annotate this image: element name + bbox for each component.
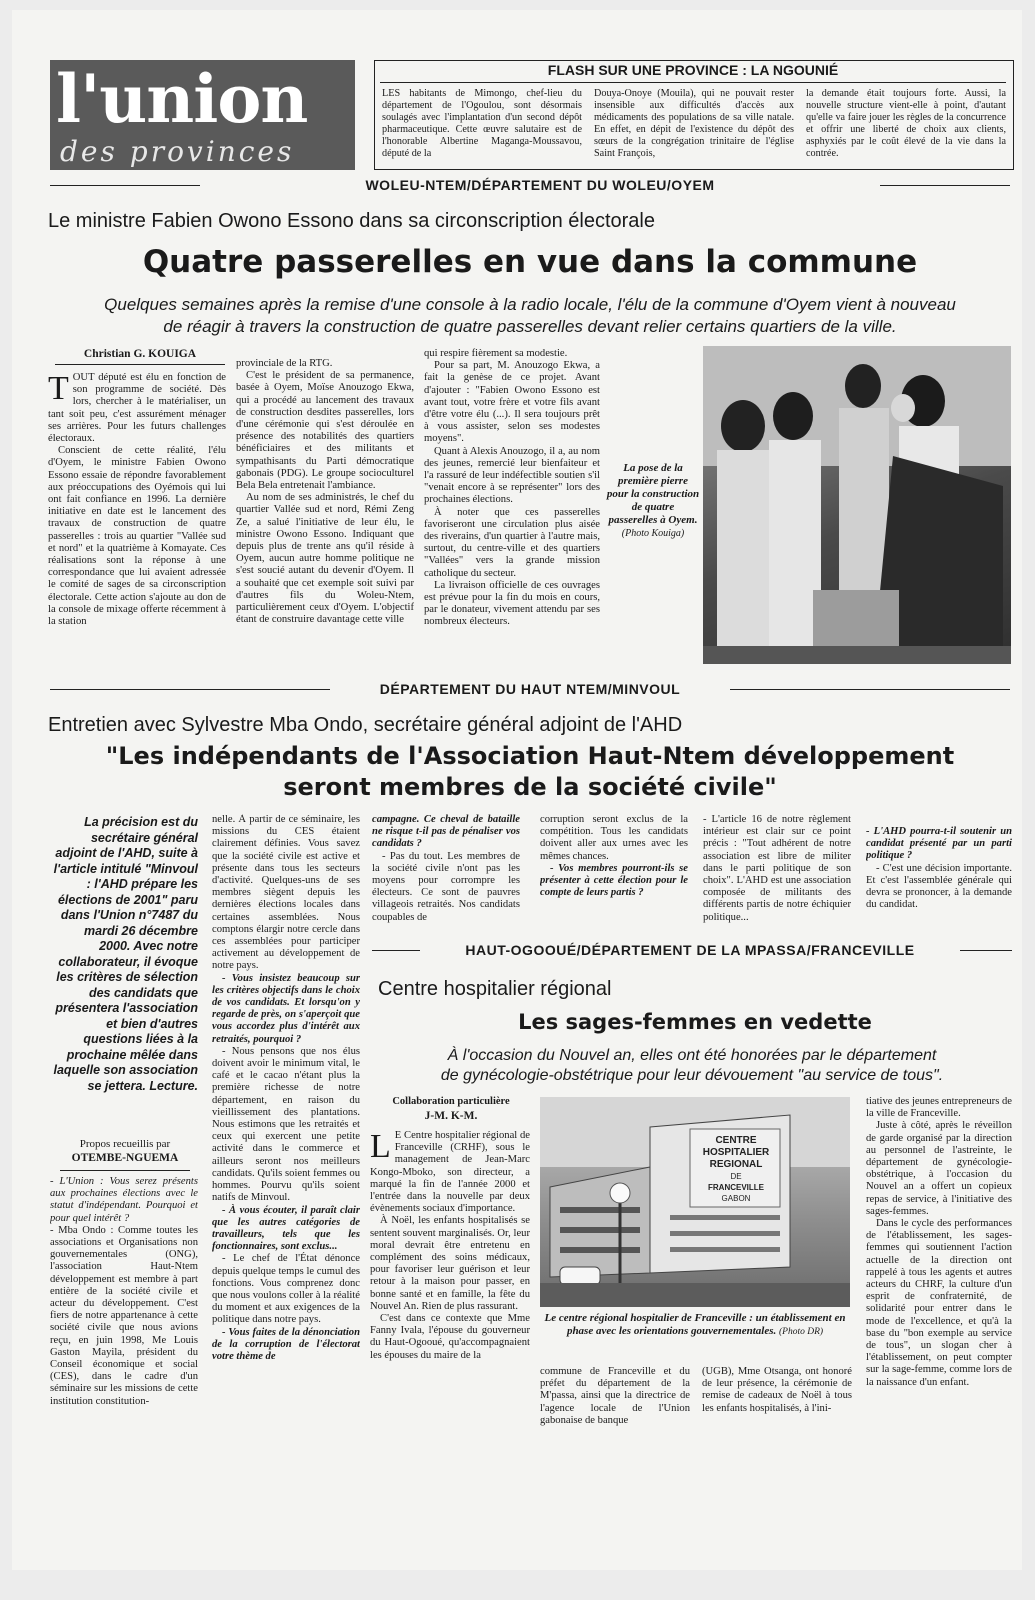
paragraph: À noter que ces passerelles favoriseront une circulation plus aisée des riverains, d'un quartier à l'autre mais, surtout, du centre-ville et des quartiers "Vallées" vers la grande mission catholique du secteur. xyxy=(424,506,600,579)
paragraph: La livraison officielle de ces ouvrages est prévue pour la fin du mois en cours, par le donateur, vivement attendu par ses nombreux électeurs. xyxy=(424,579,600,628)
flash-col-3: la demande était toujours forte. Aussi, la nouvelle structure vient-elle à point, d'autant qu'elle va faire jouer les règles de la concurrence et offrir une liberté de choix aux clients, asphyxiés par le coût élevé de la vie dans la contrée. xyxy=(806,88,1006,159)
paragraph: Dans le cycle des performances de l'établissement, les sages-femmes qui soutiennent l'action actuelle de la direction ont rappelé à tous les agents et autres acteurs du CHRF, la culture d'un esprit de confraternité, de solidarité pour entrer dans le mode de l'excellence, et qu'à la base du "bon exemple au service de tous", un slogan cher à l'établissement, on peut compter sur la sage-femme, comme lors de la naissance d'un enfant. xyxy=(866,1218,1012,1388)
question: - Vous insistez beaucoup sur les critères objectifs dans le choix de vos candidats. Et lorsqu'on y regarde de près, on s'aperçoit que vous accordez plus d'intérêt aux retraités, pourquoi ? xyxy=(212,972,360,1045)
answer: - L'article 16 de notre règlement intérieur est clair sur ce point précis : "Tout adhérent de notre association est libre de militer dans le parti politique de son choix". L'AHD est une association composée de militants des différents partis de notre échiquier politique... xyxy=(703,814,851,923)
photo-credit: (Photo DR) xyxy=(778,1327,824,1337)
article1-headline: Quatre passerelles en vue dans la commune xyxy=(142,244,918,280)
paragraph: Juste à côté, après le réveillon de garde organisé par la direction au personnel de l'astreinte, le département de gynécologie-obstétrique, à l'occasion du Nouvel an a offert un copieux repas de service, à l'initiative des sages-femmes. xyxy=(866,1120,1012,1217)
paragraph: À Noël, les enfants hospitalisés se sentent souvent marginalisés. Or, leur moral devrait être entretenu en complément des soins médicaux, pour favoriser leur guérison et leur retour à la maison pour passer, en bonne santé et en famille, la fête du Nouvel An. Rien de plus rassurant. xyxy=(370,1215,530,1312)
answer: - Le chef de l'État dénonce depuis quelque temps le cumul des fonctions. Vous comprenez donc que nous voulons coller à la réalité du moment et aux exigences de la politique dans notre pays. xyxy=(212,1253,360,1326)
article2-col-5 xyxy=(703,814,851,926)
article3-byline: J-M. K-M. xyxy=(424,1110,478,1122)
paragraph: Conscient de cette réalité, l'élu d'Oyem, le ministre Fabien Owono Essono essaie de répondre favorablement aux préoccupations des Oyémois qui lui ont fait confiance en 1996. La dernière initiative en date est le lancement des travaux de construction de quatre passerelles : trois au quartier "Vallée sud et nord" et la quatrième à Komayate. Ces réalisations sont la réponse à une correspondance que lui avaient adressée le comité de sages de sa circonscription électorale. Cette action s'ajoute au don de la console de mixage offerte récemment à la station xyxy=(48,445,226,628)
answer: - Mba Ondo : Comme toutes les associations et Organisations non gouvernementales (ONG), l'association Haut-Ntem développement est membre à part entière de la société civile et acteur du développement. C'est fiers de notre appartenance à cette société civile que nous avions reçu, en juin 1998, Me Louis Gaston Mayila, président du Conseil économique et social (CES), dans le cadre d'un séminaire sur les missions de cette institution constitution- xyxy=(50,1224,198,1407)
paragraph: OUT député est élu en fonction de son programme de société. Dès lors, chercher à le matérialiser, un tant soit peu, c'est assurément ménager ses arrières. Pour les futurs challenges électoraux. xyxy=(48,372,226,445)
article3-photo xyxy=(540,1097,850,1307)
article1-col-3 xyxy=(424,348,600,672)
article3-byline-label: Collaboration particulière xyxy=(392,1096,510,1107)
article1-byline: Christian G. KOUIGA xyxy=(83,348,197,360)
article1-rubric: WOLEU-NTEM/DÉPARTEMENT DU WOLEU/OYEM xyxy=(200,177,880,193)
masthead-title: l'union xyxy=(56,60,308,138)
sign-text: HOSPITALIER xyxy=(702,1147,770,1158)
flash-col-2: Douya-Onoye (Mouila), qui ne pouvait rester insensible aux difficultés d'accès aux médicaments des populations de sa ville natale. En effet, en dépit de l'existence du dépôt des sœurs de la congrégation trinitaire de l'église Saint François, xyxy=(594,88,794,159)
question: campagne. Ce cheval de bataille ne risque t-il pas de pénaliser vos candidats ? xyxy=(372,814,520,850)
paragraph: Quant à Alexis Anouzogo, il a, au nom des jeunes, remercié leur bienfaiteur et l'a rassuré de leur indéfectible soutien s'il "venait encore à se représenter" lors des prochaines élections. xyxy=(424,445,600,506)
paragraph: Au nom de ses administrés, le chef du quartier Vallée sud et nord, Rémi Zeng Ze, a salué l'initiative de leur élu, le ministre Owono Essono. Indiquant que depuis plus de trente ans qu'il réside à Oyem, aucun autre homme politique ne s'est soucié autant du devenir d'Oyem. Il a souhaité que cet exemple soit suivi par d'autres fils du Woleu-Ntem, particulièrement ceux d'Oyem. L'objectif étant de construire davantage cette ville xyxy=(236,492,414,626)
photo-ceremony-illustration xyxy=(703,346,1011,664)
article3-deck-1: À l'occasion du Nouvel an, elles ont été honorées par le département xyxy=(447,1047,937,1064)
article3-col-2 xyxy=(540,1366,690,1426)
article1-col-2 xyxy=(236,358,414,672)
question: - L'AHD pourra-t-il soutenir un candidat présenté par un parti politique ? xyxy=(866,826,1012,862)
answer: - C'est une décision importante. Et c'est l'assemblée générale qui devra se prononcer, à la demande du candidat. xyxy=(866,862,1012,911)
article3-col-3 xyxy=(702,1366,852,1426)
paragraph: tiative des jeunes entrepreneurs de la ville de Franceville. xyxy=(866,1096,1012,1120)
paragraph: commune de Franceville et du préfet du département de la M'passa, ainsi que la directrice de l'agence locale de l'Union gabonaise de banque xyxy=(540,1366,690,1426)
question: - L'Union : Vous serez présents aux prochaines élections avec le statut d'indépendant. Pourquoi et pour quel intérêt ? xyxy=(50,1176,198,1224)
answer: - Pas du tout. Les membres de la société civile n'ont pas les moyens pour corrompre les électeurs. Ce sont de pauvres villageois retraités. Nos candidats coupables de xyxy=(372,850,520,923)
article3-col-1 xyxy=(370,1130,530,1426)
masthead xyxy=(50,60,355,170)
paragraph: (UGB), Mme Otsanga, ont honoré de leur présence, la cérémonie de remise de cadeaux de Noël à tous les enfants hospitalisés, à l'ini- xyxy=(702,1366,852,1414)
caption-text: Le centre régional hospitalier de Franceville : un établissement en phase avec les orientations gouvernementales. xyxy=(544,1312,846,1337)
article2-col-3 xyxy=(372,814,520,926)
flash-col-1: LES habitants de Mimongo, chef-lieu du département de l'Ogoulou, sont désormais soulagés avec l'implantation d'un second dépôt pharmaceutique. Cette œuvre salutaire est de l'honorable Albertine Maganga-Moussavou, député de la xyxy=(382,88,582,159)
sign-text: DE xyxy=(730,1172,742,1181)
article2-col-2 xyxy=(212,814,360,1424)
question: - Vous faites de la dénonciation de la corruption de l'électorat votre thème de xyxy=(212,1326,360,1362)
photo-hospital-illustration xyxy=(540,1097,850,1307)
article1-deck-1: Quelques semaines après la remise d'une console à la radio locale, l'élu de la commune d'Oyem vient à nouveau xyxy=(104,295,956,314)
paragraph: qui respire fièrement sa modestie. xyxy=(424,348,568,359)
article3-caption xyxy=(540,1312,850,1339)
dropcap: T xyxy=(48,372,69,407)
byline-rule xyxy=(60,1170,190,1171)
flash-title: FLASH SUR UNE PROVINCE : LA NGOUNIÉ xyxy=(547,62,839,78)
answer: - Nous pensons que nos élus doivent avoir le minimum vital, le café et le cacao n'étant plus la première richesse de notre département, en raison du vieillissement des plantations. Nous estimons que les retraités et ceux qui exercent une petite activité dans le commerce et ailleurs seront nos meilleurs candidats. Qu'ils soient femmes ou hommes. Pourvu qu'ils soient natifs de Minvoul. xyxy=(212,1045,360,1204)
article2-lead: La précision est du secrétaire général adjoint de l'AHD, suite à l'article intitulé "Minvoul : l'AHD prépare les élections de 2001" paru dans l'Union n°7487 du mardi 26 décembre 2000. Avec notre collaborateur, il évoque les critères de sélection des candidats que présentera l'association et bien d'autres questions liées à la prochaine mêlée dans laquelle son association se jettera. Lecture. xyxy=(53,815,198,1093)
article2-rubric: DÉPARTEMENT DU HAUT NTEM/MINVOUL xyxy=(330,681,730,697)
dropcap: L xyxy=(370,1130,391,1165)
article3-col-4 xyxy=(866,1096,1012,1426)
article3-headline: Les sages-femmes en vedette xyxy=(518,1010,872,1034)
article3-kicker: Centre hospitalier régional xyxy=(378,978,612,1000)
sign-text: FRANCEVILLE xyxy=(708,1183,764,1192)
article2-headline-1: "Les indépendants de l'Association Haut-Ntem développement xyxy=(105,742,955,770)
question: - À vous écouter, il paraît clair que les autres catégories de travailleurs, tels que les fonctionnaires, sont exclus... xyxy=(212,1204,360,1253)
article2-kicker: Entretien avec Sylvestre Mba Ondo, secrétaire général adjoint de l'AHD xyxy=(48,714,683,736)
sign-text: REGIONAL xyxy=(709,1159,763,1170)
flash-rule xyxy=(380,82,1006,83)
sign-text: GABON xyxy=(721,1194,751,1203)
article1-kicker: Le ministre Fabien Owono Essono dans sa circonscription électorale xyxy=(48,210,655,232)
paragraph: provinciale de la RTG. xyxy=(236,358,333,369)
masthead-subtitle: des provinces xyxy=(60,135,295,168)
article2-byline: OTEMBE-NGUEMA xyxy=(71,1152,179,1164)
article2-col-6 xyxy=(866,826,1012,926)
sign-text: CENTRE xyxy=(715,1135,757,1146)
article3-deck-2: de gynécologie-obstétrique pour leur dévouement "au service de tous". xyxy=(440,1067,944,1084)
question: - Vos membres pourront-ils se présenter à cette élection pour le compte de leurs partis ? xyxy=(540,862,688,899)
paragraph: Pour sa part, M. Anouzogo Ekwa, a fait la genèse de ce projet. Avant d'ajouter : "Fabien Owono Essono est avant tout, votre frère et votre fils avant d'être votre élu (...). Il sera toujours prêt à vous assister, selon ses modestes moyens". xyxy=(424,360,600,445)
article1-deck-2: de réagir à travers la construction de quatre passerelles devant relier certains quartiers de la ville. xyxy=(163,317,897,336)
answer: nelle. À partir de ce séminaire, les missions du CES étaient clairement définies. Vous savez que la société civile est active et présente dans tous les secteurs d'activité. Quelques-uns de ses membres siègent depuis les dernières élections locales dans certaines assemblées. Nous comptons élargir notre cercle dans ces assemblées pour participer activement au développement de notre pays. xyxy=(212,814,360,972)
article2-col-1 xyxy=(50,1176,198,1422)
caption-text: La pose de la première pierre pour la construction de quatre passerelles à Oyem. xyxy=(606,462,700,526)
answer: corruption seront exclus de la compétition. Tous les candidats doivent aller aux urnes avec les mêmes chances. xyxy=(540,814,688,862)
article2-col-4 xyxy=(540,814,688,926)
paragraph: C'est dans ce contexte que Mme Fanny Ivala, l'épouse du gouverneur du Haut-Ogooué, qu'accompagnaient les épouses du maire de la xyxy=(370,1313,530,1361)
article2-headline-2: seront membres de la société civile" xyxy=(283,773,777,801)
article1-caption xyxy=(606,462,700,540)
paragraph: E Centre hospitalier régional de Franceville (CRHF), sous le management de Jean-Marc Kongo-Mboko, son directeur, a marqué la fin de l'année 2000 et l'entrée dans la nouvelle par deux évènements sociaux d'importance. xyxy=(370,1130,530,1215)
article2-byline-label: Propos recueillis par xyxy=(79,1138,171,1150)
article1-col-1 xyxy=(48,372,226,672)
article3-rubric: HAUT-OGOOUÉ/DÉPARTEMENT DE LA MPASSA/FRANCEVILLE xyxy=(420,942,960,958)
photo-credit: (Photo Kouiga) xyxy=(621,528,685,539)
byline-rule xyxy=(55,364,225,365)
article1-photo xyxy=(703,346,1011,664)
paragraph: C'est le président de sa permanence, basée à Oyem, Moïse Anouzogo Ekwa, qui a procédé au lancement des travaux de construction desdites passerelles, lors d'une cérémonie qui s'est déroulée en présence des notabilités des quartiers bénéficiaires et des militants et sympathisants du Parti démocratique gabonais (PDG). Le groupe socioculturel Bela Bela entretenait l'ambiance. xyxy=(236,370,414,492)
